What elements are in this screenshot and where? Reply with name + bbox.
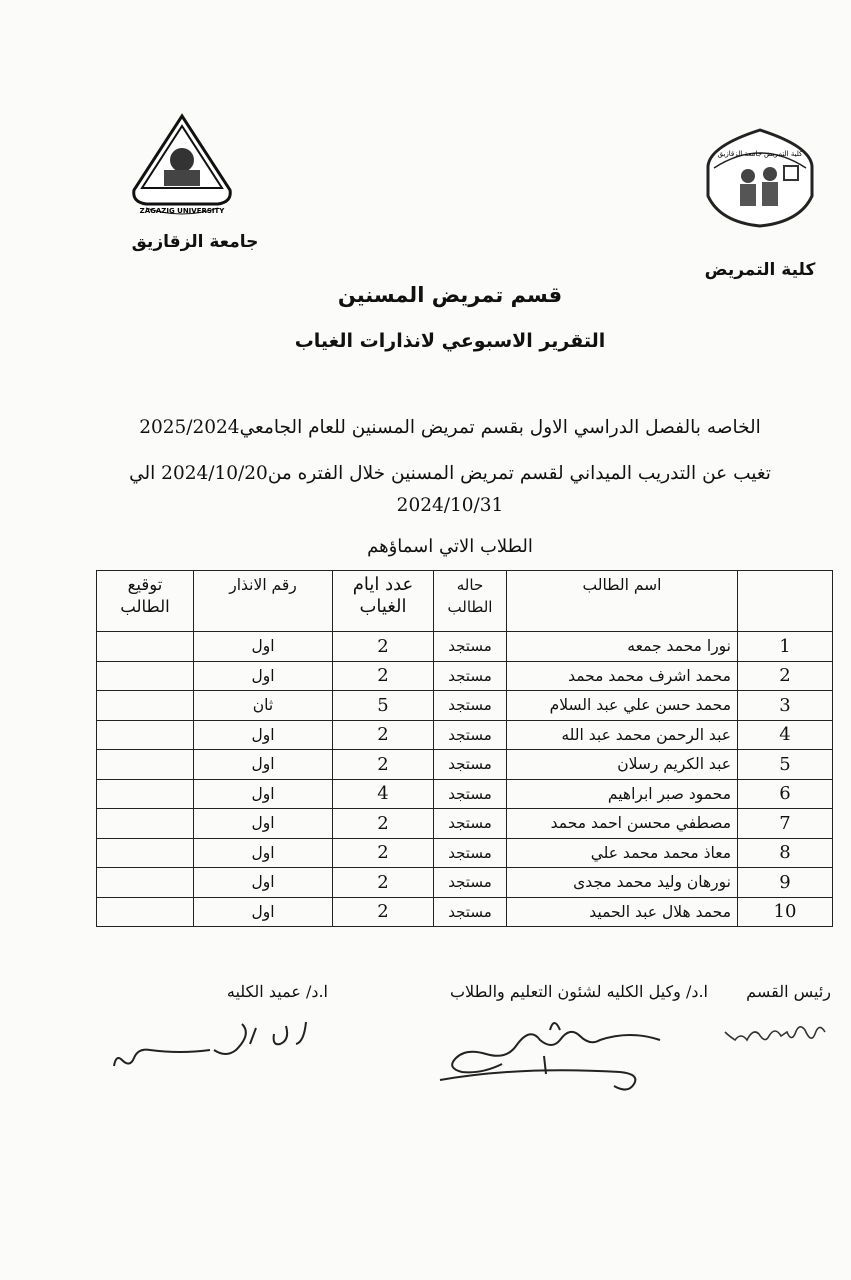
student-name-cell: عبد الكريم رسلان [507, 750, 738, 780]
warning-number-cell: اول [194, 632, 333, 662]
student-signature-cell [97, 809, 194, 839]
student-signature-cell [97, 868, 194, 898]
department-head-signature [700, 1012, 830, 1052]
student-name-cell: محمد هلال عبد الحميد [507, 897, 738, 927]
student-status-cell: مستجد [434, 720, 507, 750]
table-row [97, 691, 833, 721]
student-status-cell: مستجد [434, 661, 507, 691]
header-absence-days: عدد ايام الغياب [333, 571, 434, 632]
warning-number-cell: اول [194, 809, 333, 839]
warning-number-cell: اول [194, 661, 333, 691]
absence-days-cell: 2 [333, 897, 434, 927]
student-signature-cell [97, 632, 194, 662]
table-row [97, 809, 833, 839]
department-title: قسم تمريض المسنين [337, 283, 563, 307]
vice-dean-label: ا.د/ وكيل الكليه لشئون التعليم والطلاب [449, 982, 708, 1001]
student-status-cell: مستجد [434, 632, 507, 662]
header-student-name: اسم الطالب [507, 571, 738, 632]
student-signature-cell [97, 691, 194, 721]
student-name-cell: محمود صبر ابراهيم [507, 779, 738, 809]
absence-days-cell: 4 [333, 779, 434, 809]
student-status-cell: مستجد [434, 809, 507, 839]
department-head-label: رئيس القسم [746, 982, 831, 1001]
student-name-cell: عبد الرحمن محمد عبد الله [507, 720, 738, 750]
student-signature-cell [97, 779, 194, 809]
warning-number-cell: اول [194, 779, 333, 809]
row-number: 6 [738, 779, 833, 809]
student-status-cell: مستجد [434, 779, 507, 809]
table-header-row [97, 571, 833, 632]
student-signature-cell [97, 661, 194, 691]
student-status-cell: مستجد [434, 750, 507, 780]
university-name: جامعة الزقازيق [131, 232, 259, 252]
intro-line-period: تغيب عن التدريب الميداني لقسم تمريض المسنين خلال الفتره من2024/10/20 الي [129, 463, 771, 484]
absence-days-cell: 2 [333, 838, 434, 868]
row-number: 9 [738, 868, 833, 898]
table-row [97, 868, 833, 898]
row-number: 5 [738, 750, 833, 780]
nursing-logo-lettering: كلية التمريض جامعة الزقازيق [717, 150, 803, 158]
student-signature-cell [97, 750, 194, 780]
table-row [97, 779, 833, 809]
warning-number-cell: اول [194, 750, 333, 780]
table-row [97, 661, 833, 691]
row-number: 8 [738, 838, 833, 868]
absence-days-cell: 2 [333, 661, 434, 691]
table-row [97, 632, 833, 662]
student-status-cell: مستجد [434, 897, 507, 927]
faculty-of-nursing-logo [700, 126, 820, 230]
row-number: 10 [738, 897, 833, 927]
student-signature-cell [97, 897, 194, 927]
table-row [97, 750, 833, 780]
warning-number-cell: اول [194, 838, 333, 868]
student-signature-cell [97, 720, 194, 750]
table-row [97, 838, 833, 868]
header-student-status: حاله الطالب [434, 571, 507, 632]
absence-days-cell: 2 [333, 868, 434, 898]
student-name-cell: محمد اشرف محمد محمد [507, 661, 738, 691]
report-title: التقرير الاسبوعي لانذارات الغياب [294, 330, 606, 352]
row-number: 3 [738, 691, 833, 721]
header-number [738, 571, 833, 632]
dean-signature [106, 1002, 336, 1077]
student-name-cell: نورا محمد جمعه [507, 632, 738, 662]
zu-logo-lettering: ZAGAZIG UNIVERSITY [139, 207, 225, 215]
row-number: 7 [738, 809, 833, 839]
intro-line-semester: الخاصه بالفصل الدراسي الاول بقسم تمريض المسنين للعام الجامعي2025/2024 [139, 417, 761, 438]
student-name-cell: محمد حسن علي عبد السلام [507, 691, 738, 721]
table-row [97, 720, 833, 750]
row-number: 1 [738, 632, 833, 662]
student-name-cell: معاذ محمد محمد علي [507, 838, 738, 868]
header-warning-number: رقم الانذار [194, 571, 333, 632]
intro-line-end-date: 2024/10/31 [396, 495, 504, 516]
intro-line-students: الطلاب الاتي اسماؤهم [367, 536, 533, 557]
student-name-cell: مصطفي محسن احمد محمد [507, 809, 738, 839]
vice-dean-signature [430, 1010, 670, 1105]
student-status-cell: مستجد [434, 868, 507, 898]
absence-warnings-table [96, 570, 833, 927]
faculty-name: كلية التمريض [704, 260, 816, 280]
warning-number-cell: اول [194, 897, 333, 927]
table-row [97, 897, 833, 927]
student-status-cell: مستجد [434, 691, 507, 721]
student-name-cell: نورهان وليد محمد مجدى [507, 868, 738, 898]
absence-days-cell: 2 [333, 632, 434, 662]
absence-days-cell: 2 [333, 720, 434, 750]
warning-number-cell: ثان [194, 691, 333, 721]
absence-days-cell: 2 [333, 750, 434, 780]
student-signature-cell [97, 838, 194, 868]
row-number: 4 [738, 720, 833, 750]
warning-number-cell: اول [194, 720, 333, 750]
row-number: 2 [738, 661, 833, 691]
student-status-cell: مستجد [434, 838, 507, 868]
dean-label: ا.د/ عميد الكليه [226, 982, 328, 1001]
header-student-signature: توقيع الطالب [97, 571, 194, 632]
absence-days-cell: 2 [333, 809, 434, 839]
zagazig-university-logo [126, 112, 238, 218]
warning-number-cell: اول [194, 868, 333, 898]
absence-days-cell: 5 [333, 691, 434, 721]
